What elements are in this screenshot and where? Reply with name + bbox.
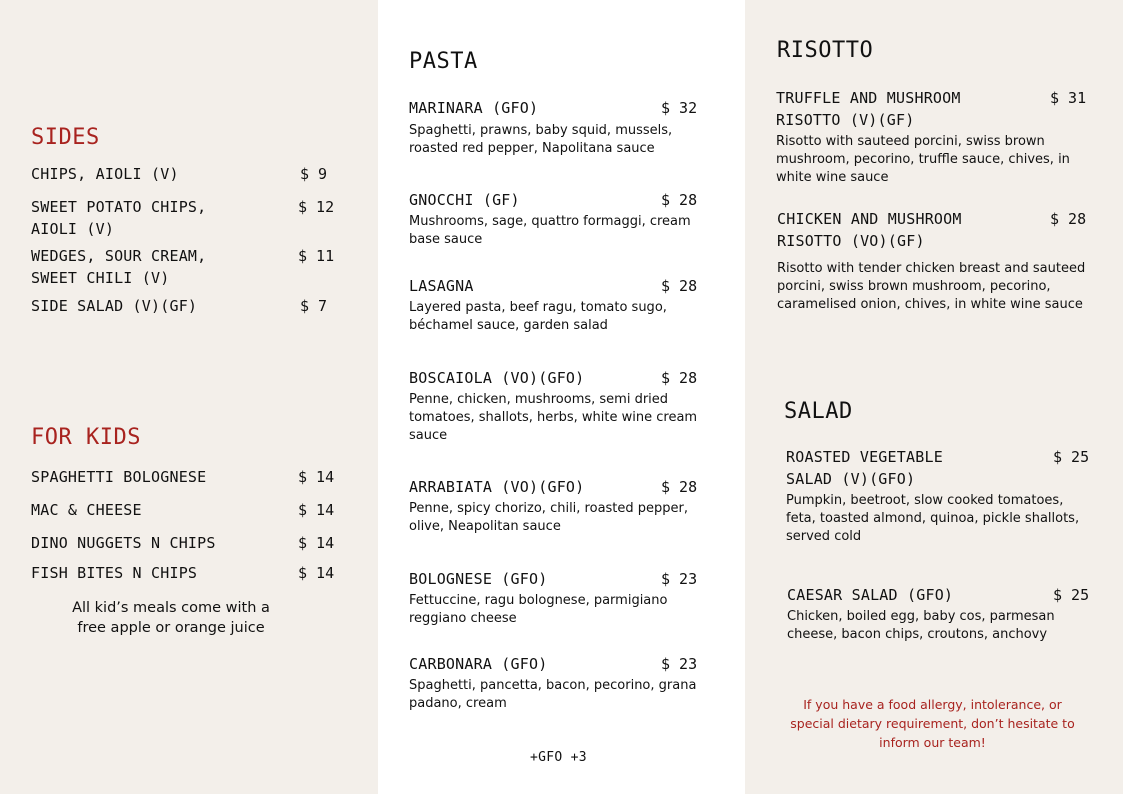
pasta-item-price: $ 28 [661,277,698,295]
center-panel [378,0,745,794]
kids-item-price: $ 14 [298,468,335,486]
pasta-item-name: CARBONARA (GFO) [409,655,548,673]
kids-title: FOR KIDS [31,425,141,450]
sides-item-name: SIDE SALAD (V)(GF) [31,297,198,315]
risotto-title: RISOTTO [777,38,874,63]
pasta-item-desc: Spaghetti, pancetta, bacon, pecorino, grana padano, cream [409,678,697,711]
right-panel [745,0,1123,794]
sides-item-price: $ 11 [298,247,335,265]
pasta-item-price: $ 32 [661,99,698,117]
kids-item-price: $ 14 [298,564,335,582]
pasta-item-price: $ 23 [661,655,698,673]
gfo-surcharge-note: +GFO +3 [530,750,587,765]
pasta-item-price: $ 28 [661,478,698,496]
salad-item-name: CAESAR SALAD (GFO) [787,586,954,604]
pasta-item-name: GNOCCHI (GF) [409,191,520,209]
pasta-item-desc: Layered pasta, beef ragu, tomato sugo, béchamel sauce, garden salad [409,300,667,333]
risotto-item-desc: Risotto with sauteed porcini, swiss brown mushroom, pecorino, truffle sauce, chives, in white wine sauce [776,134,1070,185]
pasta-item-desc: Penne, chicken, mushrooms, semi dried tomatoes, shallots, herbs, white wine cream sauce [409,392,698,443]
pasta-item-desc: Penne, spicy chorizo, chili, roasted pepper, olive, Neapolitan sauce [409,501,689,534]
pasta-item-name: BOSCAIOLA (VO)(GFO) [409,369,585,387]
pasta-item-desc: Spaghetti, prawns, baby squid, mussels, roasted red pepper, Napolitana sauce [409,123,673,156]
risotto-item-desc: Risotto with tender chicken breast and sauteed porcini, swiss brown mushroom, pecorino, caramelised onion, chives, in white wine sauce [777,261,1086,312]
salad-item-desc: Chicken, boiled egg, baby cos, parmesan cheese, bacon chips, croutons, anchovy [787,609,1055,642]
pasta-title: PASTA [409,49,478,74]
sides-item-name: WEDGES, SOUR CREAM, SWEET CHILI (V) [31,247,207,287]
risotto-item-price: $ 31 [1050,89,1087,107]
kids-meal-note: All kid’s meals come with a free apple or orange juice [72,600,270,636]
sides-title: SIDES [31,125,100,150]
pasta-item-price: $ 28 [661,369,698,387]
pasta-item-desc: Fettuccine, ragu bolognese, parmigiano reggiano cheese [409,593,668,626]
kids-item-name: DINO NUGGETS N CHIPS [31,534,216,552]
kids-item-price: $ 14 [298,534,335,552]
allergy-note: If you have a food allergy, intolerance, or special dietary requirement, don’t hesitate to inform our team! [790,697,1075,750]
pasta-item-desc: Mushrooms, sage, quattro formaggi, cream base sauce [409,214,691,247]
pasta-item-name: BOLOGNESE (GFO) [409,570,548,588]
risotto-item-name: CHICKEN AND MUSHROOM RISOTTO (VO)(GF) [777,210,962,250]
pasta-item-name: LASAGNA [409,277,474,295]
kids-item-name: SPAGHETTI BOLOGNESE [31,468,207,486]
sides-item-price: $ 7 [300,297,328,315]
risotto-item-price: $ 28 [1050,210,1087,228]
sides-item-price: $ 9 [300,165,328,183]
left-panel [0,0,378,794]
salad-item-price: $ 25 [1053,586,1090,604]
kids-item-name: FISH BITES N CHIPS [31,564,198,582]
salad-item-price: $ 25 [1053,448,1090,466]
kids-item-price: $ 14 [298,501,335,519]
pasta-item-name: ARRABIATA (VO)(GFO) [409,478,585,496]
sides-item-price: $ 12 [298,198,335,216]
salad-title: SALAD [784,399,853,424]
salad-item-name: ROASTED VEGETABLE SALAD (V)(GFO) [786,448,943,488]
risotto-item-name: TRUFFLE AND MUSHROOM RISOTTO (V)(GF) [776,89,961,129]
pasta-item-price: $ 23 [661,570,698,588]
pasta-item-price: $ 28 [661,191,698,209]
kids-item-name: MAC & CHEESE [31,501,142,519]
salad-item-desc: Pumpkin, beetroot, slow cooked tomatoes, feta, toasted almond, quinoa, pickle shallots, served cold [786,493,1080,544]
sides-item-name: CHIPS, AIOLI (V) [31,165,179,183]
pasta-item-name: MARINARA (GFO) [409,99,539,117]
sides-item-name: SWEET POTATO CHIPS, AIOLI (V) [31,198,207,238]
